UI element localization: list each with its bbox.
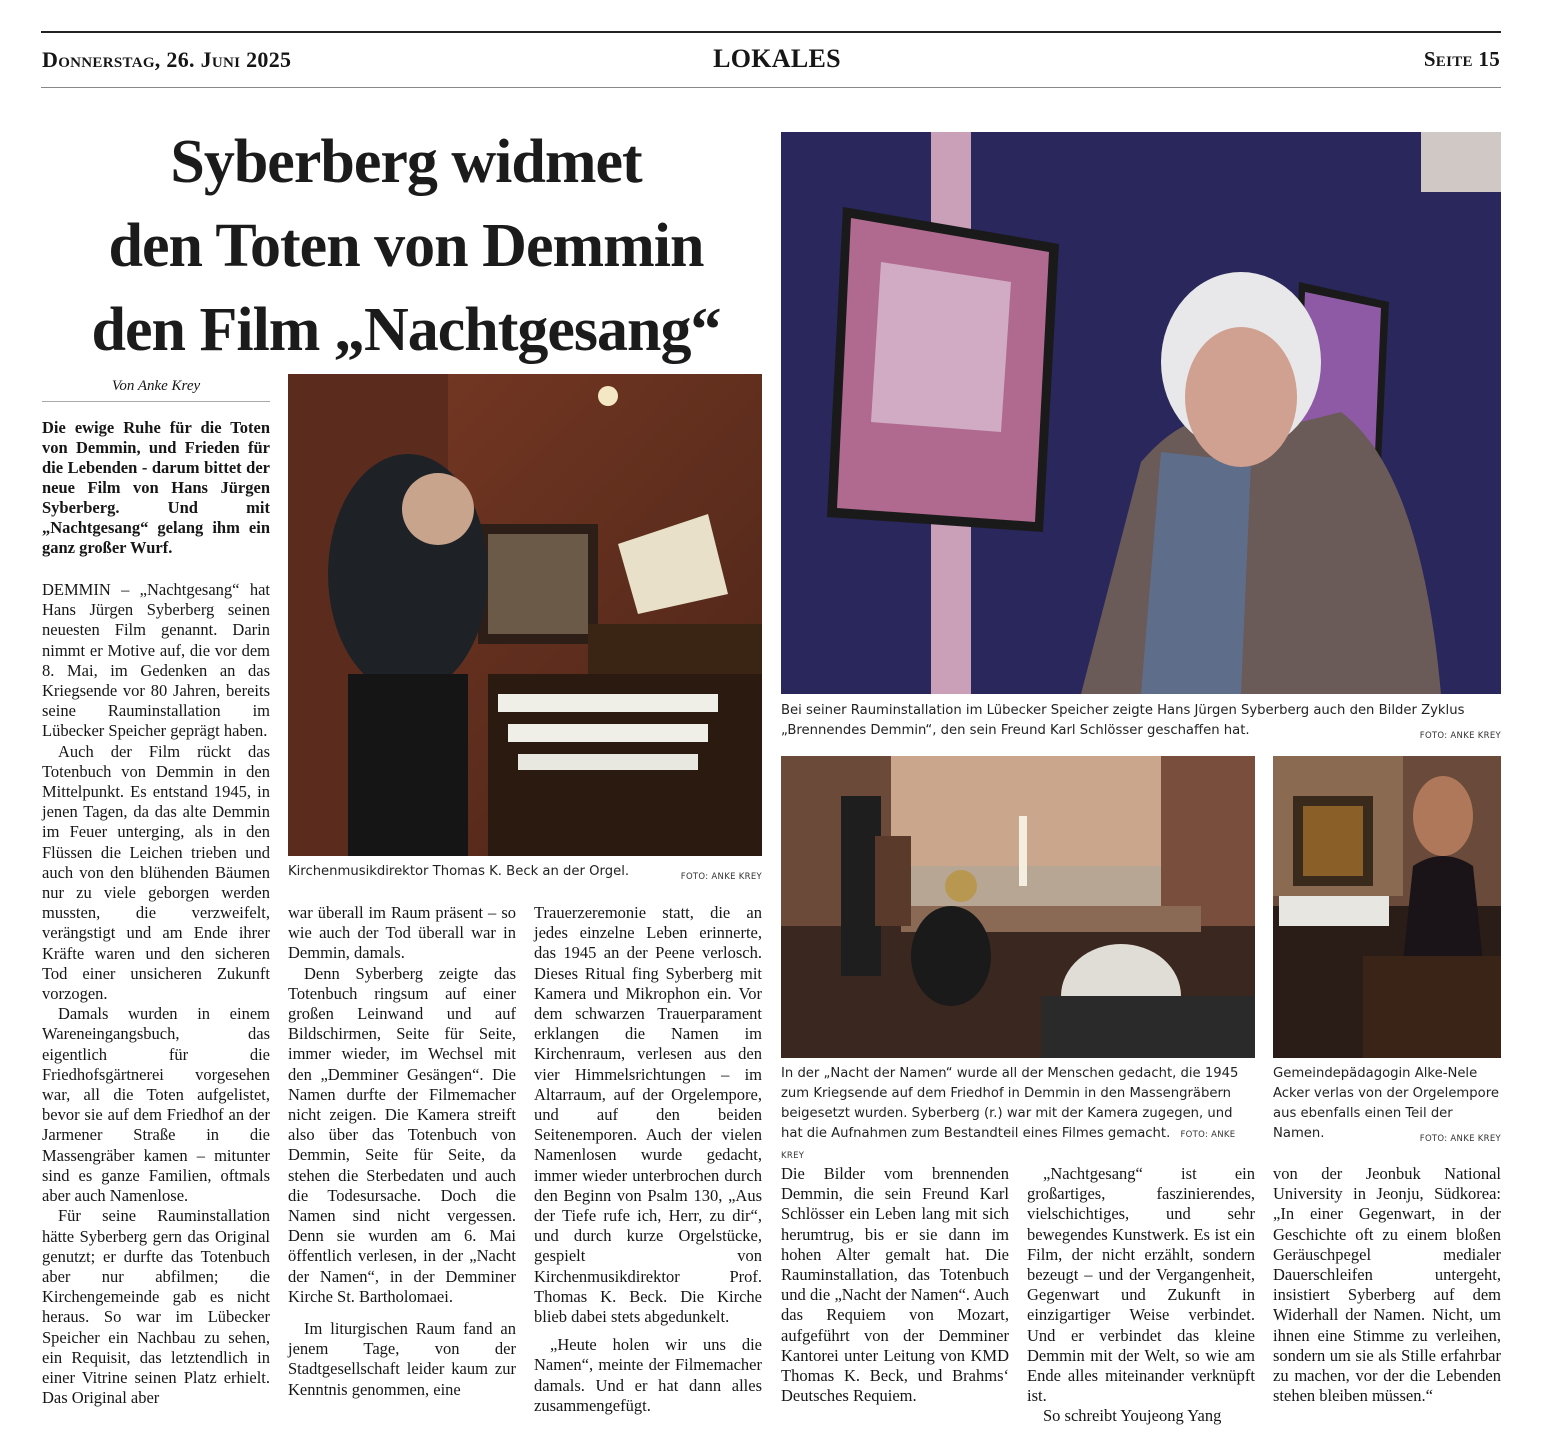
header-rule [41,87,1501,88]
caption-text: Bei seiner Rauminstallation im Lübecker Speicher zeigte Hans Jürgen Syberberg auch den Bilder Zyklus „Brennendes Demmin“, den sein Freund Karl Schlösser geschaffen hat. [781,703,1465,738]
article-headline [42,120,770,372]
organ-photo [288,374,762,856]
text-column-2 [288,903,516,1400]
text-column-6 [1273,1164,1501,1406]
main-photo-caption [781,701,1501,746]
page-number: Seite 15 [1423,47,1500,71]
photo-credit: FOTO: ANKE KREY [781,1130,1236,1161]
headline-line-3: den Film „Nachtgesang“ [91,296,721,364]
paragraph: „Nachtgesang“ ist ein großartiges, faszinierendes, vielschichtiges, und sehr bewegendes Kunstwerk. Es ist ein Film, der nicht erzählt, sondern bezeugt – und der Vergangenheit, Gegenwart und Zukunft in einzigartiger Weise verbindet. Und er verbindet das kleine Demmin mit der Welt, so wie am Ende alles miteinander verknüpft ist. [1027,1164,1255,1406]
text-column-4 [781,1164,1009,1406]
byline: Von Anke Krey [42,378,270,402]
paragraph: war überall im Raum präsent – so wie auch der Tod überall war in Demmin, damals. [288,903,516,963]
section-title: LOKALES [713,44,841,73]
paragraph: „Heute holen wir uns die Namen“, meinte der Filmemacher damals. Und er hat dann alles zusammengefügt. [534,1335,762,1415]
photo-credit: FOTO: ANKE KREY [1419,1134,1501,1144]
caption-text: In der „Nacht der Namen“ wurde all der Menschen gedacht, die 1945 zum Kriegsende auf dem Friedhof in Demmin in den Massengräbern beigesetzt wurden. Syberberg (r.) war mit der Kamera zugegen, und hat die Aufnahmen zum Bestandteil eines Filmes gemacht. [781,1066,1239,1141]
paragraph: Denn Syberberg zeigte das Totenbuch ringsum auf einer großen Leinwand und auf Bildschirmen, Seite für Seite, immer wieder, im Wechsel mit den „Demminer Gesängen“. Die Namen durfte der Filmemacher nicht zeigen. Die Kamera streift also über das Totenbuch von Demmin, Seite für Seite, da stehen die Sterbedaten und auch die Todesursache. Doch die Namen sind nicht vergessen. Denn sie wurden am 6. Mai öffentlich verlesen, in der „Nacht der Namen“, in der Demminer Kirche St. Bartholomaei. [288,963,516,1306]
paragraph: von der Jeonbuk National University in Jeonju, Südkorea: „In einer Gegenwart, in der Geschichte oft zu einem bloßen Geräuschpegel medialer Dauerschleifen untergeht, insistiert Syberberg auf dem Widerhall der Namen. Nicht, um ihnen eine Stimme zu verleihen, sondern um sie als Stille erfahrbar zu machen, vor der die Lebenden stehen bleiben müssen.“ [1273,1164,1501,1406]
caption-text: Gemeindepädagogin Alke-Nele Acker verlas von der Orgelempore aus ebenfalls einen Teil der Namen. [1273,1066,1499,1141]
paragraph: Im liturgischen Raum fand an jenem Tage, von der Stadtgesellschaft leider kaum zur Kenntnis genommen, eine [288,1319,516,1399]
paragraph: Für seine Rauminstallation hätte Syberberg gern das Original genutzt; er durfte das Totenbuch aber nur abfilmen; die Kirchengemeinde gab es nicht heraus. So war im Lübecker Speicher ein Nachbau zu sehen, ein Requisit, das letztendlich in einer Vitrine seinen Platz erhielt. Das Original aber [42,1206,270,1408]
top-rule [41,31,1501,33]
text-column-1 [42,580,270,1408]
reader-photo [1273,756,1501,1058]
main-photo [781,132,1501,694]
church-photo [781,756,1255,1058]
headline-line-2: den Toten von Demmin [108,212,704,280]
lead-paragraph: Die ewige Ruhe für die Toten von Demmin, und Frieden für die Lebenden - darum bittet der neue Film von Hans Jürgen Syberberg. Und mit „Nachtgesang“ gelang ihm ein ganz großer Wurf. [42,418,270,557]
paragraph: Die Bilder vom brennenden Demmin, die sein Freund Karl Schlösser ein Leben lang mit sich herumtrug, bis er sie dann im hohen Alter gemalt hat. Die Rauminstallation, das Totenbuch und die „Nacht der Namen“. Auch das Requiem von Mozart, aufgeführt von der Demminer Kantorei unter Leitung von KMD Thomas K. Beck, und Brahms‘ Deutsches Requiem. [781,1164,1009,1406]
paragraph: Auch der Film rückt das Totenbuch von Demmin in den Mittelpunkt. Es entstand 1945, in jenen Tagen, da das alte Demmin im Feuer unterging, als in den Flüssen die Leichen trieben und auch von den blühenden Bäumen nur zu viele geborgen werden mussten, die verzweifelt, verängstigt und am Ende ihrer Kräfte waren und den sicheren Tod einer unsicheren Zukunft vorzogen. [42,741,270,1004]
text-column-3 [534,903,762,1416]
reader-photo-caption [1273,1064,1501,1149]
paragraph: Damals wurden in einem Wareneingangsbuch, das eigentlich für die Friedhofsgärtnerei vorgesehen war, all die Toten aufgelistet, bevor sie auf dem Friedhof an der Jarmener Straße in die Massengräber kamen – mitunter sind es ganze Familien, oftmals aber auch Namenlose. [42,1004,270,1206]
organ-photo-caption [288,862,762,887]
text-column-5 [1027,1164,1255,1427]
caption-text: Kirchenmusikdirektor Thomas K. Beck an der Orgel. [288,864,630,879]
paragraph: DEMMIN – „Nachtgesang“ hat Hans Jürgen Syberberg seinen neuesten Film genannt. Darin nimmt er Motive auf, die vor dem 8. Mai, im Gedenken an das Kriegsende vor 80 Jahren, bereits seine Rauminstallation im Lübecker Speicher geprägt haben. [42,580,270,741]
church-photo-caption [781,1064,1255,1166]
photo-credit: FOTO: ANKE KREY [1419,731,1501,741]
photo-credit: FOTO: ANKE KREY [680,872,762,882]
headline-line-1: Syberberg widmet [170,128,642,196]
issue-date: Donnerstag, 26. Juni 2025 [42,47,292,72]
paragraph: Trauerzeremonie statt, die an jedes einzelne Leben erinnerte, das 1945 an der Peene verlosch. Dieses Ritual fing Syberberg mit Kamera und Mikrophon ein. Vor dem schwarzen Trauerparament erklangen die Namen im Kirchenraum, verlesen aus den vier Himmelsrichtungen – im Altarraum, auf der Orgelempore, und auf den beiden Seitenemporen. Auch der vielen Namenlosen wurde gedacht, immer wieder unterbrochen durch den Beginn von Psalm 130, „Aus der Tiefe rufe ich, Herr, zu dir“, und durch kurze Orgelstücke, gespielt von Kirchenmusikdirektor Prof. Thomas K. Beck. Die Kirche blieb dabei stets abgedunkelt. [534,903,762,1327]
paragraph: So schreibt Youjeong Yang [1043,1406,1222,1426]
